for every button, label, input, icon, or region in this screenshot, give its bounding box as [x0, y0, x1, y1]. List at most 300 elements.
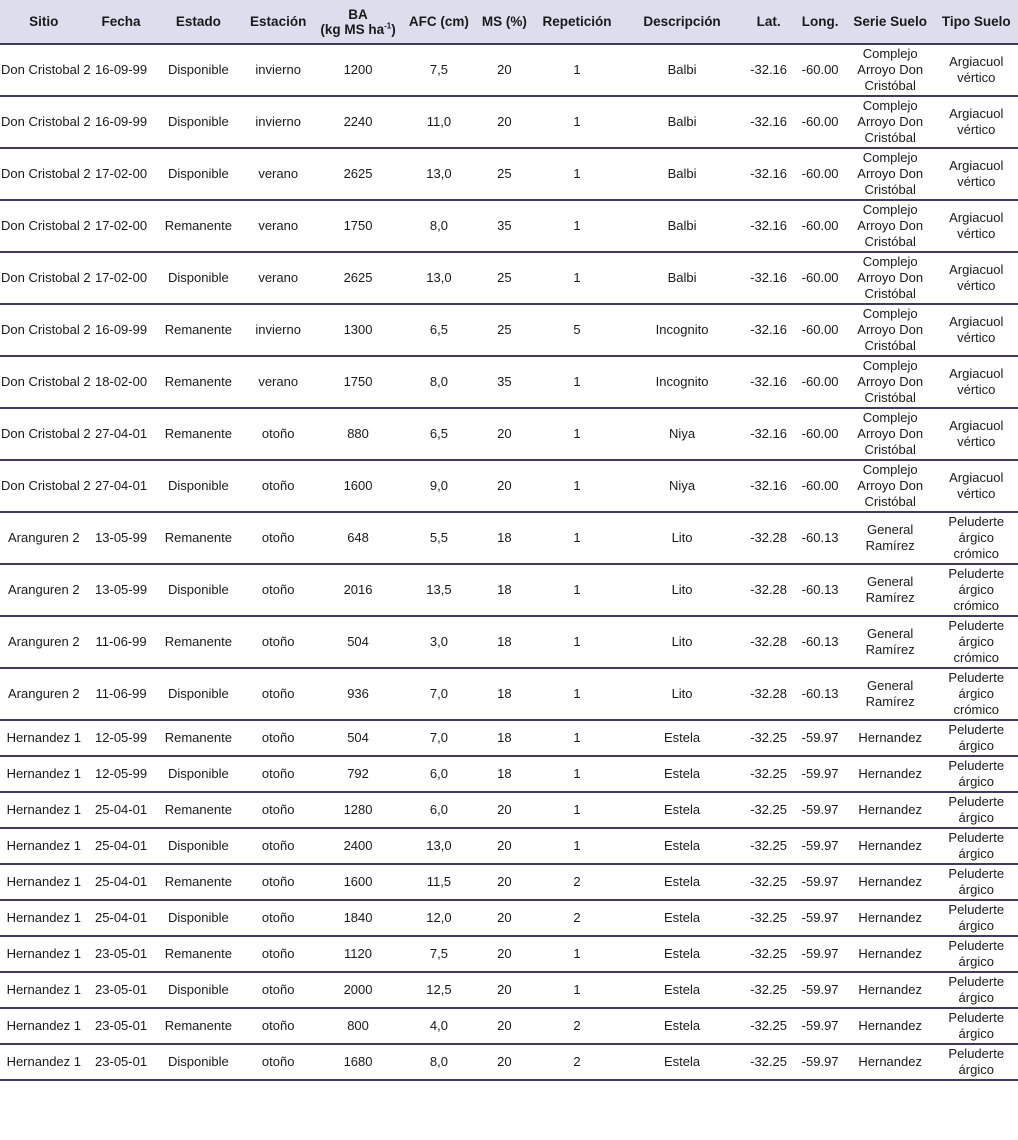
cell-tipo-suelo: Peluderte árgico — [934, 936, 1018, 972]
cell-ms: 35 — [476, 356, 533, 408]
cell-long: -60.13 — [794, 668, 846, 720]
header-tipo-suelo: Tipo Suelo — [934, 0, 1018, 44]
cell-repeticion: 1 — [533, 564, 622, 616]
cell-ms: 25 — [476, 304, 533, 356]
cell-serie-suelo: General Ramírez — [846, 564, 935, 616]
cell-sitio: Hernandez 1 — [0, 936, 88, 972]
cell-afc: 13,5 — [402, 564, 476, 616]
cell-lat: -32.25 — [743, 756, 795, 792]
cell-lat: -32.25 — [743, 720, 795, 756]
cell-ms: 20 — [476, 792, 533, 828]
cell-estacion: otoño — [242, 460, 314, 512]
cell-ms: 35 — [476, 200, 533, 252]
cell-afc: 12,5 — [402, 972, 476, 1008]
cell-ba: 1680 — [314, 1044, 402, 1080]
header-ms: MS (%) — [476, 0, 533, 44]
cell-lat: -32.16 — [743, 148, 795, 200]
cell-long: -60.00 — [794, 460, 846, 512]
cell-repeticion: 1 — [533, 460, 622, 512]
cell-lat: -32.28 — [743, 512, 795, 564]
cell-serie-suelo: General Ramírez — [846, 512, 935, 564]
cell-repeticion: 1 — [533, 408, 622, 460]
cell-long: -59.97 — [794, 900, 846, 936]
cell-estado: Remanente — [155, 512, 243, 564]
cell-long: -59.97 — [794, 792, 846, 828]
cell-repeticion: 1 — [533, 756, 622, 792]
cell-sitio: Don Cristobal 2 — [0, 408, 88, 460]
cell-tipo-suelo: Peluderte árgico crómico — [934, 668, 1018, 720]
cell-estacion: otoño — [242, 408, 314, 460]
cell-descripcion: Lito — [621, 512, 743, 564]
cell-ms: 20 — [476, 1008, 533, 1044]
cell-afc: 7,5 — [402, 936, 476, 972]
cell-lat: -32.16 — [743, 356, 795, 408]
cell-repeticion: 1 — [533, 252, 622, 304]
cell-lat: -32.16 — [743, 460, 795, 512]
cell-descripcion: Estela — [621, 1008, 743, 1044]
cell-estado: Disponible — [155, 972, 243, 1008]
cell-estado: Remanente — [155, 356, 243, 408]
cell-fecha: 25-04-01 — [88, 828, 155, 864]
cell-descripcion: Niya — [621, 408, 743, 460]
cell-ba: 2240 — [314, 96, 402, 148]
cell-estacion: invierno — [242, 96, 314, 148]
cell-sitio: Hernandez 1 — [0, 756, 88, 792]
cell-ba: 2016 — [314, 564, 402, 616]
cell-fecha: 11-06-99 — [88, 616, 155, 668]
cell-tipo-suelo: Argiacuol vértico — [934, 96, 1018, 148]
cell-estado: Remanente — [155, 720, 243, 756]
cell-lat: -32.16 — [743, 408, 795, 460]
header-long: Long. — [794, 0, 846, 44]
cell-repeticion: 1 — [533, 200, 622, 252]
cell-descripcion: Balbi — [621, 148, 743, 200]
cell-lat: -32.28 — [743, 564, 795, 616]
cell-descripcion: Estela — [621, 900, 743, 936]
header-lat: Lat. — [743, 0, 795, 44]
cell-sitio: Aranguren 2 — [0, 668, 88, 720]
cell-tipo-suelo: Argiacuol vértico — [934, 252, 1018, 304]
cell-ms: 20 — [476, 408, 533, 460]
cell-lat: -32.25 — [743, 864, 795, 900]
cell-fecha: 25-04-01 — [88, 864, 155, 900]
cell-long: -60.00 — [794, 304, 846, 356]
cell-fecha: 13-05-99 — [88, 564, 155, 616]
cell-serie-suelo: Hernandez — [846, 756, 935, 792]
table-row — [0, 1008, 1018, 1044]
header-ba — [314, 0, 402, 44]
cell-ba: 1600 — [314, 864, 402, 900]
cell-estado: Disponible — [155, 900, 243, 936]
cell-afc: 5,5 — [402, 512, 476, 564]
cell-repeticion: 2 — [533, 1044, 622, 1080]
cell-long: -60.00 — [794, 44, 846, 96]
cell-repeticion: 2 — [533, 900, 622, 936]
cell-descripcion: Balbi — [621, 96, 743, 148]
cell-sitio: Don Cristobal 2 — [0, 252, 88, 304]
cell-fecha: 25-04-01 — [88, 900, 155, 936]
cell-serie-suelo: General Ramírez — [846, 668, 935, 720]
cell-repeticion: 1 — [533, 720, 622, 756]
table-row — [0, 304, 1018, 356]
cell-descripcion: Estela — [621, 756, 743, 792]
cell-ba: 1750 — [314, 356, 402, 408]
table-row — [0, 356, 1018, 408]
cell-estacion: otoño — [242, 864, 314, 900]
cell-sitio: Hernandez 1 — [0, 1044, 88, 1080]
cell-ms: 20 — [476, 96, 533, 148]
cell-serie-suelo: Complejo Arroyo Don Cristóbal — [846, 96, 935, 148]
cell-estacion: otoño — [242, 972, 314, 1008]
cell-ms: 25 — [476, 252, 533, 304]
cell-long: -60.00 — [794, 96, 846, 148]
cell-tipo-suelo: Argiacuol vértico — [934, 460, 1018, 512]
header-fecha: Fecha — [88, 0, 155, 44]
cell-tipo-suelo: Peluderte árgico crómico — [934, 512, 1018, 564]
cell-estado: Disponible — [155, 668, 243, 720]
cell-afc: 6,5 — [402, 408, 476, 460]
cell-sitio: Don Cristobal 2 — [0, 356, 88, 408]
cell-long: -59.97 — [794, 756, 846, 792]
cell-serie-suelo: Hernandez — [846, 720, 935, 756]
cell-tipo-suelo: Argiacuol vértico — [934, 356, 1018, 408]
cell-afc: 6,0 — [402, 756, 476, 792]
cell-long: -59.97 — [794, 1008, 846, 1044]
table-row — [0, 864, 1018, 900]
header-serie-suelo: Serie Suelo — [846, 0, 935, 44]
cell-estacion: verano — [242, 252, 314, 304]
cell-long: -59.97 — [794, 936, 846, 972]
cell-sitio: Don Cristobal 2 — [0, 200, 88, 252]
cell-estacion: otoño — [242, 512, 314, 564]
cell-ba: 504 — [314, 720, 402, 756]
cell-estacion: otoño — [242, 1044, 314, 1080]
cell-afc: 6,0 — [402, 792, 476, 828]
cell-ms: 20 — [476, 936, 533, 972]
cell-ba: 1600 — [314, 460, 402, 512]
cell-long: -59.97 — [794, 1044, 846, 1080]
cell-long: -59.97 — [794, 828, 846, 864]
header-sitio: Sitio — [0, 0, 88, 44]
cell-fecha: 16-09-99 — [88, 96, 155, 148]
cell-descripcion: Estela — [621, 828, 743, 864]
cell-fecha: 17-02-00 — [88, 200, 155, 252]
cell-serie-suelo: Hernandez — [846, 900, 935, 936]
cell-lat: -32.16 — [743, 200, 795, 252]
cell-serie-suelo: Complejo Arroyo Don Cristóbal — [846, 356, 935, 408]
cell-estacion: otoño — [242, 720, 314, 756]
cell-serie-suelo: Hernandez — [846, 972, 935, 1008]
table-row — [0, 1044, 1018, 1080]
cell-long: -60.00 — [794, 200, 846, 252]
cell-ms: 18 — [476, 564, 533, 616]
cell-serie-suelo: Complejo Arroyo Don Cristóbal — [846, 44, 935, 96]
cell-sitio: Hernandez 1 — [0, 864, 88, 900]
cell-repeticion: 2 — [533, 1008, 622, 1044]
cell-estacion: otoño — [242, 792, 314, 828]
cell-long: -60.00 — [794, 148, 846, 200]
cell-ba: 1120 — [314, 936, 402, 972]
cell-lat: -32.25 — [743, 1044, 795, 1080]
cell-fecha: 23-05-01 — [88, 1008, 155, 1044]
cell-repeticion: 2 — [533, 864, 622, 900]
cell-descripcion: Balbi — [621, 44, 743, 96]
cell-tipo-suelo: Peluderte árgico — [934, 720, 1018, 756]
table-row — [0, 828, 1018, 864]
cell-estacion: otoño — [242, 900, 314, 936]
header-row — [0, 0, 1018, 44]
cell-long: -60.13 — [794, 616, 846, 668]
cell-tipo-suelo: Peluderte árgico — [934, 1044, 1018, 1080]
cell-estado: Remanente — [155, 200, 243, 252]
cell-lat: -32.16 — [743, 96, 795, 148]
cell-ms: 25 — [476, 148, 533, 200]
cell-estado: Remanente — [155, 1008, 243, 1044]
cell-repeticion: 1 — [533, 616, 622, 668]
cell-long: -59.97 — [794, 720, 846, 756]
cell-afc: 8,0 — [402, 356, 476, 408]
cell-serie-suelo: Complejo Arroyo Don Cristóbal — [846, 304, 935, 356]
header-estado: Estado — [155, 0, 243, 44]
cell-descripcion: Lito — [621, 668, 743, 720]
cell-estacion: otoño — [242, 616, 314, 668]
cell-ba: 1200 — [314, 44, 402, 96]
cell-tipo-suelo: Argiacuol vértico — [934, 408, 1018, 460]
cell-tipo-suelo: Peluderte árgico — [934, 972, 1018, 1008]
cell-ba: 504 — [314, 616, 402, 668]
cell-afc: 13,0 — [402, 252, 476, 304]
cell-estado: Remanente — [155, 792, 243, 828]
cell-repeticion: 5 — [533, 304, 622, 356]
cell-serie-suelo: Complejo Arroyo Don Cristóbal — [846, 460, 935, 512]
cell-sitio: Hernandez 1 — [0, 792, 88, 828]
cell-ba: 800 — [314, 1008, 402, 1044]
cell-ms: 18 — [476, 756, 533, 792]
cell-ba: 1300 — [314, 304, 402, 356]
table-row — [0, 972, 1018, 1008]
cell-descripcion: Estela — [621, 1044, 743, 1080]
table-row — [0, 252, 1018, 304]
cell-descripcion: Incognito — [621, 304, 743, 356]
cell-descripcion: Balbi — [621, 200, 743, 252]
cell-estado: Disponible — [155, 564, 243, 616]
cell-estado: Remanente — [155, 864, 243, 900]
cell-tipo-suelo: Peluderte árgico — [934, 864, 1018, 900]
cell-serie-suelo: Hernandez — [846, 936, 935, 972]
cell-lat: -32.25 — [743, 900, 795, 936]
cell-ms: 20 — [476, 1044, 533, 1080]
cell-estacion: invierno — [242, 44, 314, 96]
cell-descripcion: Estela — [621, 936, 743, 972]
table-row — [0, 936, 1018, 972]
cell-ms: 20 — [476, 864, 533, 900]
cell-ba: 2625 — [314, 148, 402, 200]
cell-descripcion: Estela — [621, 864, 743, 900]
cell-lat: -32.16 — [743, 304, 795, 356]
cell-fecha: 17-02-00 — [88, 252, 155, 304]
cell-afc: 9,0 — [402, 460, 476, 512]
cell-estacion: otoño — [242, 1008, 314, 1044]
cell-serie-suelo: Complejo Arroyo Don Cristóbal — [846, 252, 935, 304]
cell-long: -60.00 — [794, 356, 846, 408]
cell-descripcion: Estela — [621, 972, 743, 1008]
cell-tipo-suelo: Peluderte árgico — [934, 1008, 1018, 1044]
table-row — [0, 792, 1018, 828]
cell-fecha: 27-04-01 — [88, 408, 155, 460]
cell-estado: Disponible — [155, 828, 243, 864]
cell-ba: 792 — [314, 756, 402, 792]
cell-estacion: otoño — [242, 828, 314, 864]
cell-sitio: Hernandez 1 — [0, 900, 88, 936]
table-body — [0, 44, 1018, 1080]
cell-estacion: otoño — [242, 564, 314, 616]
cell-ms: 18 — [476, 668, 533, 720]
cell-tipo-suelo: Argiacuol vértico — [934, 200, 1018, 252]
cell-repeticion: 1 — [533, 792, 622, 828]
table-row — [0, 616, 1018, 668]
header-ba-exponent: -1 — [384, 21, 392, 30]
cell-estacion: otoño — [242, 936, 314, 972]
cell-estado: Disponible — [155, 252, 243, 304]
cell-tipo-suelo: Peluderte árgico — [934, 900, 1018, 936]
cell-lat: -32.28 — [743, 616, 795, 668]
cell-sitio: Don Cristobal 2 — [0, 460, 88, 512]
cell-lat: -32.25 — [743, 1008, 795, 1044]
cell-serie-suelo: General Ramírez — [846, 616, 935, 668]
header-repeticion: Repetición — [533, 0, 622, 44]
table-row — [0, 460, 1018, 512]
cell-tipo-suelo: Peluderte árgico crómico — [934, 616, 1018, 668]
cell-fecha: 27-04-01 — [88, 460, 155, 512]
cell-estado: Disponible — [155, 1044, 243, 1080]
table-row — [0, 720, 1018, 756]
cell-long: -60.00 — [794, 252, 846, 304]
cell-ba: 648 — [314, 512, 402, 564]
cell-ms: 18 — [476, 720, 533, 756]
cell-long: -60.13 — [794, 564, 846, 616]
cell-estado: Remanente — [155, 936, 243, 972]
cell-serie-suelo: Complejo Arroyo Don Cristóbal — [846, 148, 935, 200]
cell-sitio: Hernandez 1 — [0, 1008, 88, 1044]
cell-descripcion: Estela — [621, 720, 743, 756]
cell-repeticion: 1 — [533, 356, 622, 408]
header-ba-unit: (kg MS ha — [320, 21, 385, 37]
cell-descripcion: Balbi — [621, 252, 743, 304]
cell-fecha: 18-02-00 — [88, 356, 155, 408]
cell-tipo-suelo: Argiacuol vértico — [934, 304, 1018, 356]
cell-lat: -32.16 — [743, 252, 795, 304]
cell-lat: -32.25 — [743, 972, 795, 1008]
cell-repeticion: 1 — [533, 148, 622, 200]
cell-serie-suelo: Complejo Arroyo Don Cristóbal — [846, 408, 935, 460]
cell-afc: 8,0 — [402, 1044, 476, 1080]
cell-sitio: Aranguren 2 — [0, 616, 88, 668]
cell-estado: Disponible — [155, 96, 243, 148]
cell-ba: 936 — [314, 668, 402, 720]
cell-lat: -32.16 — [743, 44, 795, 96]
cell-long: -60.13 — [794, 512, 846, 564]
cell-afc: 7,0 — [402, 720, 476, 756]
cell-ba: 2625 — [314, 252, 402, 304]
cell-serie-suelo: Complejo Arroyo Don Cristóbal — [846, 200, 935, 252]
cell-estacion: verano — [242, 356, 314, 408]
cell-estado: Disponible — [155, 44, 243, 96]
cell-repeticion: 1 — [533, 512, 622, 564]
cell-ba: 2400 — [314, 828, 402, 864]
cell-ba: 880 — [314, 408, 402, 460]
cell-estacion: otoño — [242, 756, 314, 792]
cell-descripcion: Lito — [621, 564, 743, 616]
cell-ms: 20 — [476, 44, 533, 96]
table-row — [0, 668, 1018, 720]
cell-fecha: 11-06-99 — [88, 668, 155, 720]
table-row — [0, 408, 1018, 460]
cell-afc: 12,0 — [402, 900, 476, 936]
cell-estado: Disponible — [155, 148, 243, 200]
cell-serie-suelo: Hernandez — [846, 864, 935, 900]
cell-sitio: Don Cristobal 2 — [0, 96, 88, 148]
cell-repeticion: 1 — [533, 44, 622, 96]
cell-repeticion: 1 — [533, 936, 622, 972]
cell-lat: -32.25 — [743, 828, 795, 864]
cell-long: -60.00 — [794, 408, 846, 460]
cell-afc: 13,0 — [402, 148, 476, 200]
cell-fecha: 16-09-99 — [88, 44, 155, 96]
table-row — [0, 512, 1018, 564]
cell-afc: 7,0 — [402, 668, 476, 720]
cell-estado: Disponible — [155, 756, 243, 792]
cell-afc: 6,5 — [402, 304, 476, 356]
cell-estado: Remanente — [155, 304, 243, 356]
header-afc: AFC (cm) — [402, 0, 476, 44]
cell-repeticion: 1 — [533, 668, 622, 720]
cell-serie-suelo: Hernandez — [846, 828, 935, 864]
cell-tipo-suelo: Peluderte árgico — [934, 792, 1018, 828]
cell-sitio: Don Cristobal 2 — [0, 304, 88, 356]
cell-lat: -32.28 — [743, 668, 795, 720]
cell-sitio: Aranguren 2 — [0, 564, 88, 616]
cell-ba: 2000 — [314, 972, 402, 1008]
cell-ms: 18 — [476, 616, 533, 668]
cell-fecha: 23-05-01 — [88, 1044, 155, 1080]
table-row — [0, 756, 1018, 792]
cell-serie-suelo: Hernandez — [846, 792, 935, 828]
cell-ms: 20 — [476, 900, 533, 936]
cell-fecha: 12-05-99 — [88, 720, 155, 756]
cell-estacion: otoño — [242, 668, 314, 720]
cell-tipo-suelo: Peluderte árgico — [934, 756, 1018, 792]
cell-afc: 4,0 — [402, 1008, 476, 1044]
cell-afc: 3,0 — [402, 616, 476, 668]
cell-afc: 8,0 — [402, 200, 476, 252]
cell-descripcion: Incognito — [621, 356, 743, 408]
cell-descripcion: Lito — [621, 616, 743, 668]
cell-lat: -32.25 — [743, 936, 795, 972]
cell-descripcion: Estela — [621, 792, 743, 828]
cell-serie-suelo: Hernandez — [846, 1044, 935, 1080]
table-row — [0, 564, 1018, 616]
cell-afc: 11,5 — [402, 864, 476, 900]
cell-repeticion: 1 — [533, 972, 622, 1008]
cell-fecha: 23-05-01 — [88, 936, 155, 972]
cell-sitio: Don Cristobal 2 — [0, 44, 88, 96]
cell-fecha: 23-05-01 — [88, 972, 155, 1008]
table-row — [0, 200, 1018, 252]
cell-estado: Remanente — [155, 408, 243, 460]
cell-estado: Remanente — [155, 616, 243, 668]
cell-afc: 11,0 — [402, 96, 476, 148]
cell-descripcion: Niya — [621, 460, 743, 512]
